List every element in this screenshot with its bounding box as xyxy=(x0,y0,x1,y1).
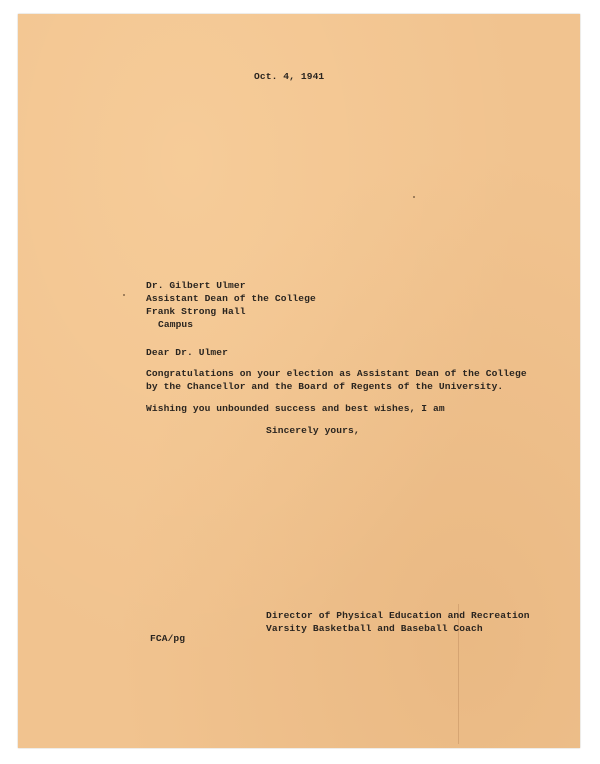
recipient-line: Assistant Dean of the College xyxy=(146,293,316,304)
signature-title xyxy=(266,609,530,635)
recipient-line: Campus xyxy=(158,319,194,330)
recipient-line: Frank Strong Hall xyxy=(146,306,246,317)
paper-speck xyxy=(413,196,415,198)
letter-date: Oct. 4, 1941 xyxy=(254,71,325,82)
recipient-address xyxy=(146,279,316,331)
salutation: Dear Dr. Ulmer xyxy=(146,347,229,358)
body-line: by the Chancellor and the Board of Regents of the University. xyxy=(146,381,504,392)
closing: Sincerely yours, xyxy=(266,425,360,436)
paper-speck xyxy=(123,294,125,296)
body-line: Congratulations on your election as Assistant Dean of the College xyxy=(146,368,527,379)
signature-line: Varsity Basketball and Baseball Coach xyxy=(266,623,483,634)
recipient-line: Dr. Gilbert Ulmer xyxy=(146,280,246,291)
body-paragraph-1 xyxy=(146,367,527,393)
typist-initials: FCA/pg xyxy=(150,633,186,644)
signature-line: Director of Physical Education and Recreation xyxy=(266,610,530,621)
body-paragraph-2: Wishing you unbounded success and best wishes, I am xyxy=(146,403,445,414)
